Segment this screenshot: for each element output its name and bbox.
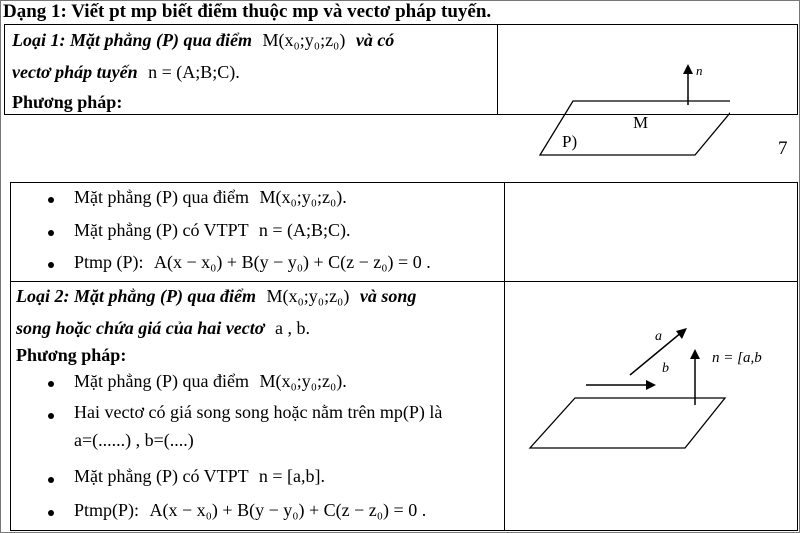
type1-normal-line bbox=[12, 62, 240, 83]
type1-title bbox=[12, 30, 394, 51]
bullet-dot bbox=[48, 477, 54, 483]
step-text: Mặt phẳng (P) có VTPT bbox=[74, 466, 249, 486]
step-math: A(x − x₀) + B(y − y₀) + C(z − z₀) = 0 . bbox=[149, 500, 427, 520]
bullet-dot bbox=[48, 381, 54, 387]
type1-normal-label: vectơ pháp tuyến bbox=[12, 62, 138, 82]
type1-tail: và có bbox=[355, 30, 395, 50]
table-row-divider bbox=[10, 281, 798, 282]
normal-arrow-head bbox=[683, 64, 693, 74]
plane-p-label: P) bbox=[562, 132, 578, 151]
type1-method-heading: Phương pháp: bbox=[12, 92, 123, 112]
type2-tail: và song bbox=[359, 286, 417, 306]
bullet-dot bbox=[48, 510, 54, 516]
step-math: n = [a,b]. bbox=[258, 466, 325, 486]
type2-vectors: a , b. bbox=[274, 318, 310, 338]
step-math: M(x₀;y₀;z₀). bbox=[259, 371, 347, 391]
bullet-dot bbox=[48, 197, 54, 203]
step-text: Ptmp (P): bbox=[74, 252, 144, 272]
step1-normal bbox=[74, 220, 350, 241]
type2-title bbox=[16, 286, 416, 307]
page-number: 7 bbox=[778, 138, 788, 159]
table-column-divider bbox=[504, 182, 505, 531]
point-m-label: M bbox=[633, 113, 649, 132]
type1-label: Loại 1: Mặt phẳng (P) qua điểm bbox=[12, 30, 253, 50]
type2-label: Loại 2: Mặt phẳng (P) qua điểm bbox=[16, 286, 257, 306]
vector-a-label: a bbox=[655, 329, 662, 344]
step2-vectors: Hai vectơ có giá song song hoặc nằm trên mp(P) là bbox=[74, 402, 443, 422]
step1-equation bbox=[74, 252, 431, 273]
step2-equation bbox=[74, 500, 426, 521]
step-text: Mặt phẳng (P) qua điểm bbox=[74, 187, 249, 207]
step-text: Ptmp(P): bbox=[74, 500, 140, 520]
normal-label: n bbox=[696, 63, 703, 78]
vector-b-arrow-head bbox=[646, 380, 656, 390]
normal-formula-label: n = [a,b bbox=[712, 350, 762, 366]
type2-point: M(x₀;y₀;z₀) bbox=[266, 286, 350, 306]
bullet-dot bbox=[48, 262, 54, 268]
section-heading: Dạng 1: Viết pt mp biết điểm thuộc mp và vectơ pháp tuyến. bbox=[3, 1, 492, 22]
type2-vectors-line bbox=[16, 318, 310, 339]
normal-arrow-head bbox=[690, 349, 700, 359]
type2-method-heading: Phương pháp: bbox=[16, 345, 127, 365]
step-math: A(x − x₀) + B(y − y₀) + C(z − z₀) = 0 . bbox=[154, 252, 431, 272]
step1-point bbox=[74, 187, 347, 208]
two-vectors-figure bbox=[520, 310, 790, 460]
type1-normal-vector: n = (A;B;C). bbox=[148, 62, 240, 82]
plane-parallelogram bbox=[530, 398, 725, 448]
step-math: n = (A;B;C). bbox=[258, 220, 351, 240]
step-math: M(x₀;y₀;z₀). bbox=[259, 187, 347, 207]
type1-point: M(x₀;y₀;z₀) bbox=[262, 30, 346, 50]
step2-vector-values: a=(......) , b=(....) bbox=[74, 430, 194, 450]
step2-point bbox=[74, 371, 347, 392]
vector-b-label: b bbox=[662, 361, 669, 376]
plane-normal-figure bbox=[530, 55, 730, 165]
vector-a-arrow-head bbox=[676, 328, 687, 339]
bullet-dot bbox=[48, 230, 54, 236]
type2-vectors-label: song hoặc chứa giá của hai vectơ bbox=[16, 318, 265, 338]
step-text: Mặt phẳng (P) qua điểm bbox=[74, 371, 249, 391]
bullet-dot bbox=[48, 413, 54, 419]
step-text: Mặt phẳng (P) có VTPT bbox=[74, 220, 249, 240]
step2-normal bbox=[74, 466, 325, 487]
